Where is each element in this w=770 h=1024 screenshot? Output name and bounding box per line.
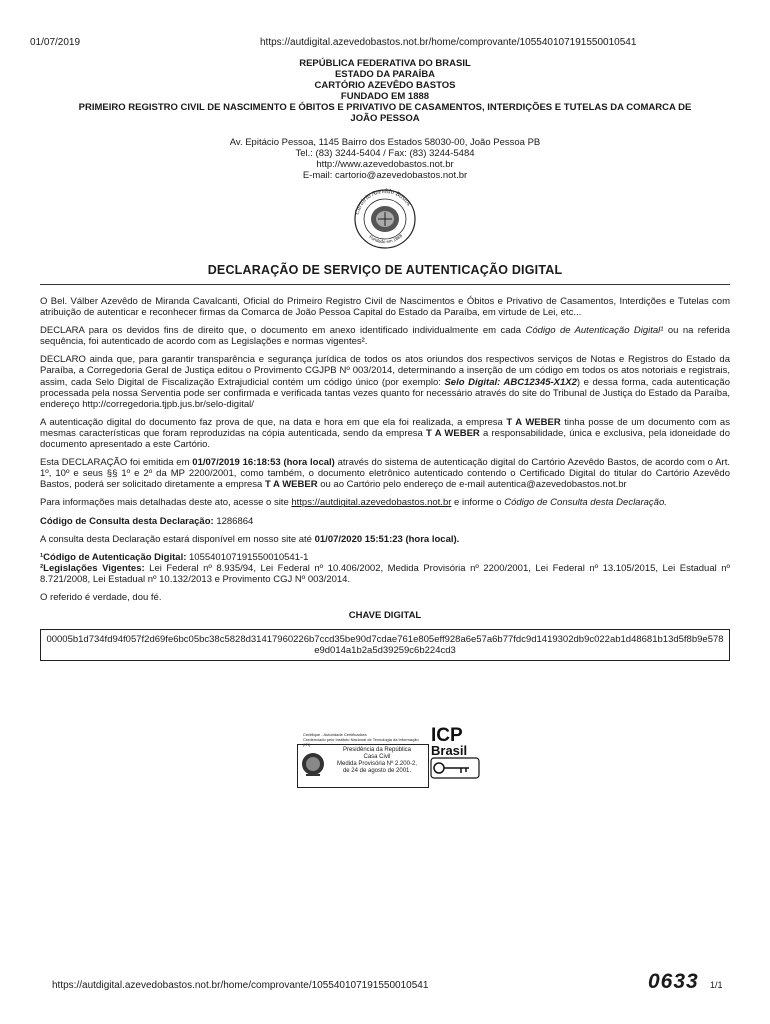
company-name: T A WEBER (426, 427, 480, 439)
print-url: https://autdigital.azevedobastos.not.br/home/comprovante/10554010719155001054​1 (260, 37, 637, 48)
institution-line-3: CARTÓRIO AZEVÊDO BASTOS (314, 80, 456, 91)
text-segment: ou ao Cartório pelo endereço de e-mail autentica@azevedobastos.not.br (317, 479, 627, 491)
text-segment: Esta DECLARAÇÃO foi emitida em (40, 457, 193, 469)
paragraph-informacoes (40, 497, 730, 508)
institution-line-4: FUNDADO EM 1888 (340, 91, 430, 102)
certificate-line: Medida Provisória Nº 2.200-2, (337, 761, 417, 767)
expiry-datetime: 01/07/2020 15:51:23 (hora local). (314, 533, 460, 545)
print-date: 01/07/2019 (30, 37, 81, 48)
text-segment: DECLARO ainda que, para garantir transparência e segurança jurídica de todos os atos oriundos dos respectivos serviços de Notas e Registros do Estado da Paraíba, a Corregedoria Geral de Justiça editou o Provimento CGJPB Nº 003/2014, determinando a inserção de um código em todos os atos notoriais e registrais, assim, cada Selo Digital de Fiscalização Extrajudicial contém um código único (por exemplo: (40, 354, 730, 388)
certificate-line: de 24 de agosto de 2001. (342, 768, 412, 774)
auth-code-label: ¹Código de Autenticação Digital: (40, 551, 187, 563)
seal-top-text: Cartório Azevêdo Bastos (353, 187, 413, 216)
text-segment: A consulta desta Declaração estará disponível em nosso site até (40, 533, 315, 545)
paragraph-emitida (40, 457, 730, 490)
text-italic: Código de Autenticação Digital¹ (525, 325, 664, 337)
paragraph-autenticacao (40, 417, 730, 450)
institution-line-6: JOÃO PESSOA (350, 113, 420, 124)
cartorio-seal-icon (342, 186, 428, 250)
institution-header (40, 58, 730, 124)
certificate-box (297, 744, 429, 788)
consult-code-value: 1286864 (213, 515, 254, 527)
paragraph-officer: O Bel. Válber Azevêdo de Miranda Cavalcanti, Oficial do Primeiro Registro Civil de Nascimentos e Óbitos e Privativo de Casamentos, Interdições e Tutelas com atribuição de autenticar e reconhecer firmas da Comarca de João Pessoa Capital do Estado da Paraíba, em virtude de Lei, etc... (40, 296, 730, 319)
consult-code-label: Código de Consulta desta Declaração: (40, 515, 214, 527)
icp-logo-text: ICP (431, 725, 463, 746)
legislation-label: ²Legislações Vigentes: (40, 562, 145, 574)
phone-line: Tel.: (83) 3244-5404 / Fax: (83) 3244-5484 (295, 148, 475, 159)
text-segment: Para informações mais detalhadas deste ato, acesse o site (40, 497, 292, 509)
website-line: http://www.azevedobastos.not.br (316, 159, 454, 170)
text-bold-italic: Selo Digital: ABC12345-X1X2 (444, 376, 577, 388)
certificate-line: Presidência da República (342, 747, 412, 753)
paragraph-declaro (40, 354, 730, 409)
certificate-line: Casa Civil (363, 754, 391, 760)
institution-line-1: REPÚBLICA FEDERATIVA DO BRASIL (299, 58, 471, 69)
text-segment: DECLARA para os devidos fins de direito que, o documento em anexo identificado individualmente em cada (40, 325, 526, 337)
legislation-text: Lei Federal nº 8.935/94, Lei Federal nº 10.406/2002, Medida Provisória nº 2200/2001, Lei Federal nº 13.105/2015, Lei Estadual nº 8.721/2008, Lei Estadual nº 10.132/2013 e Provimento CGJ Nº 003/2014. (40, 562, 730, 585)
text-segment: ) e dessa forma, cada autenticação processada pela nossa Serventia pode ser confirmada e verificada tantas vezes quanto for necessário através do site do Tribunal de Justiça do Estado da Paraíba, endereço http://corregedoria.tjpb.jus.br/selo-digital/ (40, 376, 730, 410)
address-line: Av. Epitácio Pessoa, 1145 Bairro dos Estados 58030-00, João Pessoa PB (229, 137, 541, 148)
paragraph-disponivel (40, 534, 730, 545)
icp-logo-text: Brasil (431, 743, 468, 758)
icp-certificate-block (283, 724, 483, 788)
paragraph-dou-fe: O referido é verdade, dou fé. (40, 591, 162, 603)
text-segment: através do sistema de autenticação digital do Cartório Azevêdo Bastos, de acordo com o Art. 1º, 10º e seus §§ 1º e 2º da MP 2200/2001, como também, o documento eletrônico autenticado contendo o Certificado Digital do titular do Cartório Azevêdo Bastos, poderá ser solicitado diretamente a empresa (40, 457, 730, 491)
brasil-coat-of-arms-icon (301, 751, 325, 779)
paragraph-codigo-autenticacao (40, 552, 730, 563)
stamp-number: 0633 (648, 970, 699, 993)
paragraph-declara (40, 325, 730, 347)
icp-brasil-logo-icon (429, 724, 481, 782)
certificate-fine-line: Certifique - Autoridade Certificadora (303, 732, 367, 737)
certificate-text (328, 747, 426, 775)
declaration-body (40, 296, 730, 679)
title-divider (40, 284, 730, 285)
seal-bottom-text: Fundado em 1888 (368, 233, 404, 245)
text-segment: A autenticação digital do documento faz prova de que, na data e hora em que ela foi realizada, a empresa (40, 416, 507, 428)
email-line: E-mail: cartorio@azevedobastos.not.br (302, 170, 468, 181)
text-segment: e informe o (451, 497, 505, 509)
company-name: T A WEBER (506, 416, 561, 428)
consult-site-link[interactable]: https://autdigital.azevedobastos.not.br (291, 497, 452, 509)
page-number: 1/1 (710, 980, 723, 990)
chave-digital-title: CHAVE DIGITAL (348, 610, 422, 622)
text-segment: tinha posse de um documento com as mesmas características que foram reproduzidas na cópia autenticada, sendo da empresa (40, 416, 730, 439)
text-segment: ou na referida sequência, foi autenticado de acordo com as Legislações e normas vigentes². (40, 325, 730, 348)
company-name: T A WEBER (264, 479, 318, 491)
text-italic: Código de Consulta desta Declaração. (504, 497, 667, 509)
certificate-fine-line: Credenciado pelo Instituto Nacional de Tecnologia da Informação (ITI) (303, 737, 419, 747)
auth-code-value: 105540107191550010541-1 (186, 551, 309, 563)
paragraph-legislacoes (40, 563, 730, 585)
issue-datetime: 01/07/2019 16:18:53 (hora local) (192, 457, 335, 469)
institution-line-5: PRIMEIRO REGISTRO CIVIL DE NASCIMENTO E ÓBITOS E PRIVATIVO DE CASAMENTOS, INTERDIÇÕES E TUTELAS DA COMARCA DE (78, 102, 692, 113)
institution-line-2: ESTADO DA PARAÍBA (334, 69, 436, 80)
document-title: DECLARAÇÃO DE SERVIÇO DE AUTENTICAÇÃO DIGITAL (207, 263, 563, 277)
text-segment: a responsabilidade, única e exclusiva, pela idoneidade do documento apresentado a este Cartório. (40, 427, 730, 451)
address-block (40, 137, 730, 181)
chave-digital-box: 00005b1d734fd94f057f2d69fe6bc05bc38c5828d31417960226b7ccd35be90d7cdae761e805eff928a6e57a6b77fdc9d1419302db9c022ab1d48681b13d5f8b9e578e9d014a1b2a5d39259c6b224cd3 (40, 629, 730, 661)
footer-url: https://autdigital.azevedobastos.not.br/home/comprovante/105540107191550010541 (52, 980, 429, 991)
paragraph-codigo-consulta (40, 516, 730, 527)
